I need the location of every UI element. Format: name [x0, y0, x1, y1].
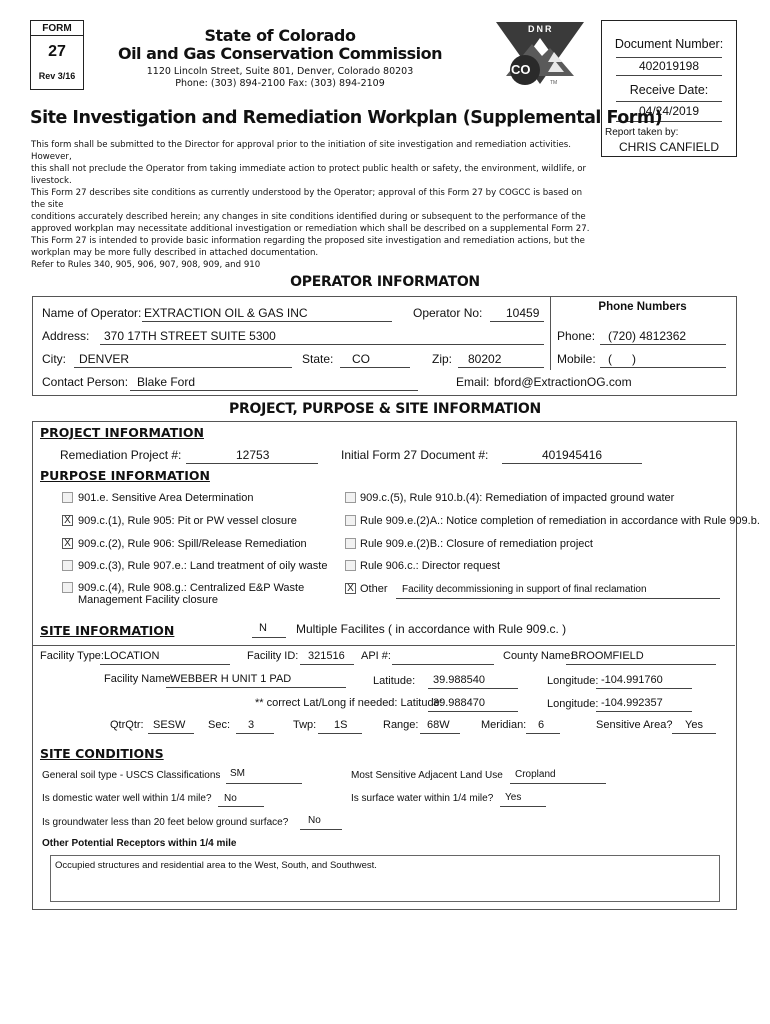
state-name: State of Colorado: [204, 26, 356, 45]
range-label: Range:: [383, 719, 419, 731]
intro-line: workplan may be more fully described in attached documentation.: [31, 248, 319, 258]
purpose-909c5-label: 909.c.(5), Rule 910.b.(4): Remediation of impacted ground water: [360, 492, 675, 504]
longitude-label: Longitude:: [547, 675, 599, 687]
operator-no-label: Operator No:: [413, 306, 483, 320]
purpose-909c2-label: 909.c.(2), Rule 906: Spill/Release Remediation: [78, 538, 307, 550]
range-value: 68W: [427, 719, 450, 731]
checkbox-906c[interactable]: [345, 560, 356, 571]
form-id-box: [30, 20, 84, 90]
doc-number-label: Document Number:: [614, 37, 724, 51]
agency-name: Oil and Gas Conservation Commission: [117, 44, 443, 63]
intro-line: This Form 27 is intended to provide basic information regarding the proposed site investigation and remediation actions, but the: [31, 236, 585, 246]
facility-id-label: Facility ID:: [247, 650, 299, 662]
remediation-value: 12753: [236, 448, 270, 462]
contact-value: Blake Ford: [137, 375, 196, 389]
logo-tm: TM: [550, 80, 558, 86]
purpose-909c3-label: 909.c.(3), Rule 907.e.: Land treatment of oily waste: [78, 560, 328, 572]
initial-form-value: 401945416: [542, 448, 603, 462]
remediation-label: Remediation Project #:: [60, 448, 182, 462]
purpose-909e2b-label: Rule 909.e.(2)B.: Closure of remediation project: [360, 538, 593, 550]
address-value: 370 17TH STREET SUITE 5300: [104, 329, 276, 343]
purpose-909e2a-label: Rule 909.e.(2)A.: Notice completion of remediation in accordance with Rule 909.b.: [360, 515, 760, 527]
correct-longitude-value: -104.992357: [601, 697, 663, 709]
checkbox-909e2a[interactable]: [345, 515, 356, 526]
site-info-title: SITE INFORMATION: [40, 623, 175, 638]
intro-line: Refer to Rules 340, 905, 906, 907, 908, 909, and 910: [31, 260, 261, 270]
latitude-value: 39.988540: [433, 674, 485, 686]
purpose-other-text: Facility decommissioning in support of final reclamation: [402, 584, 647, 595]
purpose-909c4-label: 909.c.(4), Rule 908.g.: Centralized E&P Waste: [78, 582, 305, 594]
facility-type-value: LOCATION: [104, 650, 160, 662]
facility-name-label: Facility Name:: [104, 673, 174, 685]
county-value: BROOMFIELD: [571, 650, 644, 662]
checkbox-901e[interactable]: [62, 492, 73, 503]
form-title: Site Investigation and Remediation Workplan (Supplemental Form): [30, 108, 663, 128]
doc-number-value: 402019198: [638, 59, 700, 73]
intro-line: approved workplan may necessitate additional investigation or remediation which shall be described on a supplemental Form 27.: [31, 224, 590, 234]
project-info-title: PROJECT INFORMATION: [40, 425, 204, 440]
form-revision: Rev 3/16: [38, 71, 76, 81]
operator-name-value: EXTRACTION OIL & GAS INC: [144, 306, 308, 320]
dnr-logo: [490, 22, 590, 88]
purpose-901e-label: 901.e. Sensitive Area Determination: [78, 492, 254, 504]
agency-address: 1120 Lincoln Street, Suite 801, Denver, Colorado 80203: [146, 66, 414, 77]
sec-value: 3: [248, 719, 255, 731]
phone-numbers-label: Phone Numbers: [598, 301, 687, 313]
multiple-facilities-value: N: [259, 622, 267, 634]
checkbox-909c2[interactable]: X: [62, 538, 73, 549]
checkbox-909c3[interactable]: [62, 560, 73, 571]
operator-section-title: OPERATOR INFORMATON: [290, 274, 480, 290]
land-use-value: Cropland: [515, 769, 556, 780]
land-use-label: Most Sensitive Adjacent Land Use: [351, 770, 503, 781]
purpose-other-label: Other: [360, 583, 388, 595]
intro-line: This form shall be submitted to the Director for approval prior to the initiation of site investigation and remediation activities. However,: [31, 140, 571, 162]
county-label: County Name:: [503, 650, 574, 662]
checkbox-909c4[interactable]: [62, 582, 73, 593]
checkbox-909c1[interactable]: X: [62, 515, 73, 526]
sec-label: Sec:: [208, 719, 231, 731]
report-taken-label: Report taken by:: [605, 127, 679, 138]
soil-value: SM: [230, 768, 245, 779]
receptors-label: Other Potential Receptors within 1/4 mile: [42, 838, 237, 849]
receptors-value: Occupied structures and residential area to the West, South, and Southwest.: [55, 860, 377, 871]
twp-label: Twp:: [293, 719, 317, 731]
longitude-value: -104.991760: [601, 674, 663, 686]
phone-label: Phone:: [557, 329, 596, 343]
form-label: FORM: [42, 23, 72, 34]
checkbox-909e2b[interactable]: [345, 538, 356, 549]
correct-latitude-value: 39.988470: [433, 697, 485, 709]
intro-line: livestock.: [31, 176, 72, 186]
operator-no-value: 10459: [506, 306, 540, 320]
state-value: CO: [352, 352, 370, 366]
report-taken-value: CHRIS CANFIELD: [618, 140, 719, 154]
project-section-title: PROJECT, PURPOSE & SITE INFORMATION: [229, 401, 541, 417]
purpose-info-title: PURPOSE INFORMATION: [40, 468, 210, 483]
form-number: 27: [48, 43, 66, 60]
purpose-909c1-label: 909.c.(1), Rule 905: Pit or PW vessel closure: [78, 515, 297, 527]
sensitive-area-value: Yes: [685, 719, 703, 731]
multiple-facilities-label: Multiple Facilites ( in accordance with Rule 909.c. ): [296, 622, 567, 636]
latitude-label: Latitude:: [373, 675, 416, 687]
purpose-909c4-label-line2: Management Facility closure: [78, 594, 219, 606]
twp-value: 1S: [334, 719, 348, 731]
facility-name-value: WEBBER H UNIT 1 PAD: [170, 673, 292, 685]
qtrqtr-value: SESW: [153, 719, 186, 731]
purpose-906c-label: Rule 906.c.: Director request: [360, 560, 501, 572]
email-value: bford@ExtractionOG.com: [494, 375, 632, 389]
mobile-label: Mobile:: [557, 352, 596, 366]
phone-value: (720) 4812362: [608, 329, 687, 343]
intro-line: This Form 27 describes site conditions as currently understood by the Operator; approval of this Form 27 by COGCC is based on the site: [31, 188, 583, 210]
checkbox-909c5[interactable]: [345, 492, 356, 503]
api-label: API #:: [361, 650, 391, 662]
site-conditions-title: SITE CONDITIONS: [40, 746, 164, 761]
soil-label: General soil type - USCS Classifications: [42, 770, 221, 781]
city-label: City:: [42, 352, 66, 366]
receive-date-value: 04/24/2019: [638, 104, 700, 118]
document-info-box: [601, 20, 737, 157]
surface-water-label: Is surface water within 1/4 mile?: [351, 793, 494, 804]
intro-line: conditions accurately described herein; any changes in site conditions identified during or subsequent to the performance of the: [31, 212, 586, 222]
receive-date-label: Receive Date:: [629, 83, 709, 97]
co-logo-text: CO: [511, 62, 531, 77]
groundwater-value: No: [308, 815, 321, 826]
operator-name-label: Name of Operator:: [42, 306, 142, 320]
facility-id-value: 321516: [308, 650, 345, 662]
water-well-label: Is domestic water well within 1/4 mile?: [42, 793, 212, 804]
receptors-textarea[interactable]: [50, 855, 720, 902]
qtrqtr-label: QtrQtr:: [110, 719, 144, 731]
sensitive-area-label: Sensitive Area?: [596, 719, 673, 731]
checkbox-other[interactable]: X: [345, 583, 356, 594]
dnr-logo-text: DNR: [528, 24, 554, 34]
zip-value: 80202: [468, 352, 502, 366]
contact-label: Contact Person:: [42, 375, 129, 389]
address-label: Address:: [42, 329, 90, 343]
intro-line: this shall not preclude the Operator from taking immediate action to protect public health or safety, the environment, wildlife, or: [31, 164, 587, 174]
water-well-value: No: [224, 793, 237, 804]
facility-type-label: Facility Type:: [40, 650, 104, 662]
city-value: DENVER: [79, 352, 130, 366]
initial-form-label: Initial Form 27 Document #:: [341, 448, 489, 462]
correct-longitude-label: Longitude:: [547, 698, 599, 710]
meridian-value: 6: [538, 719, 545, 731]
intro-text: [31, 139, 596, 271]
correct-latitude-label: ** correct Lat/Long if needed: Latitude:: [255, 697, 443, 709]
email-label: Email:: [456, 375, 490, 389]
surface-water-value: Yes: [505, 792, 522, 803]
state-label: State:: [302, 352, 334, 366]
agency-phone: Phone: (303) 894-2100 Fax: (303) 894-2109: [175, 78, 385, 89]
mobile-value: ( ): [608, 352, 636, 366]
groundwater-label: Is groundwater less than 20 feet below ground surface?: [42, 817, 289, 828]
zip-label: Zip:: [432, 352, 453, 366]
meridian-label: Meridian:: [481, 719, 527, 731]
